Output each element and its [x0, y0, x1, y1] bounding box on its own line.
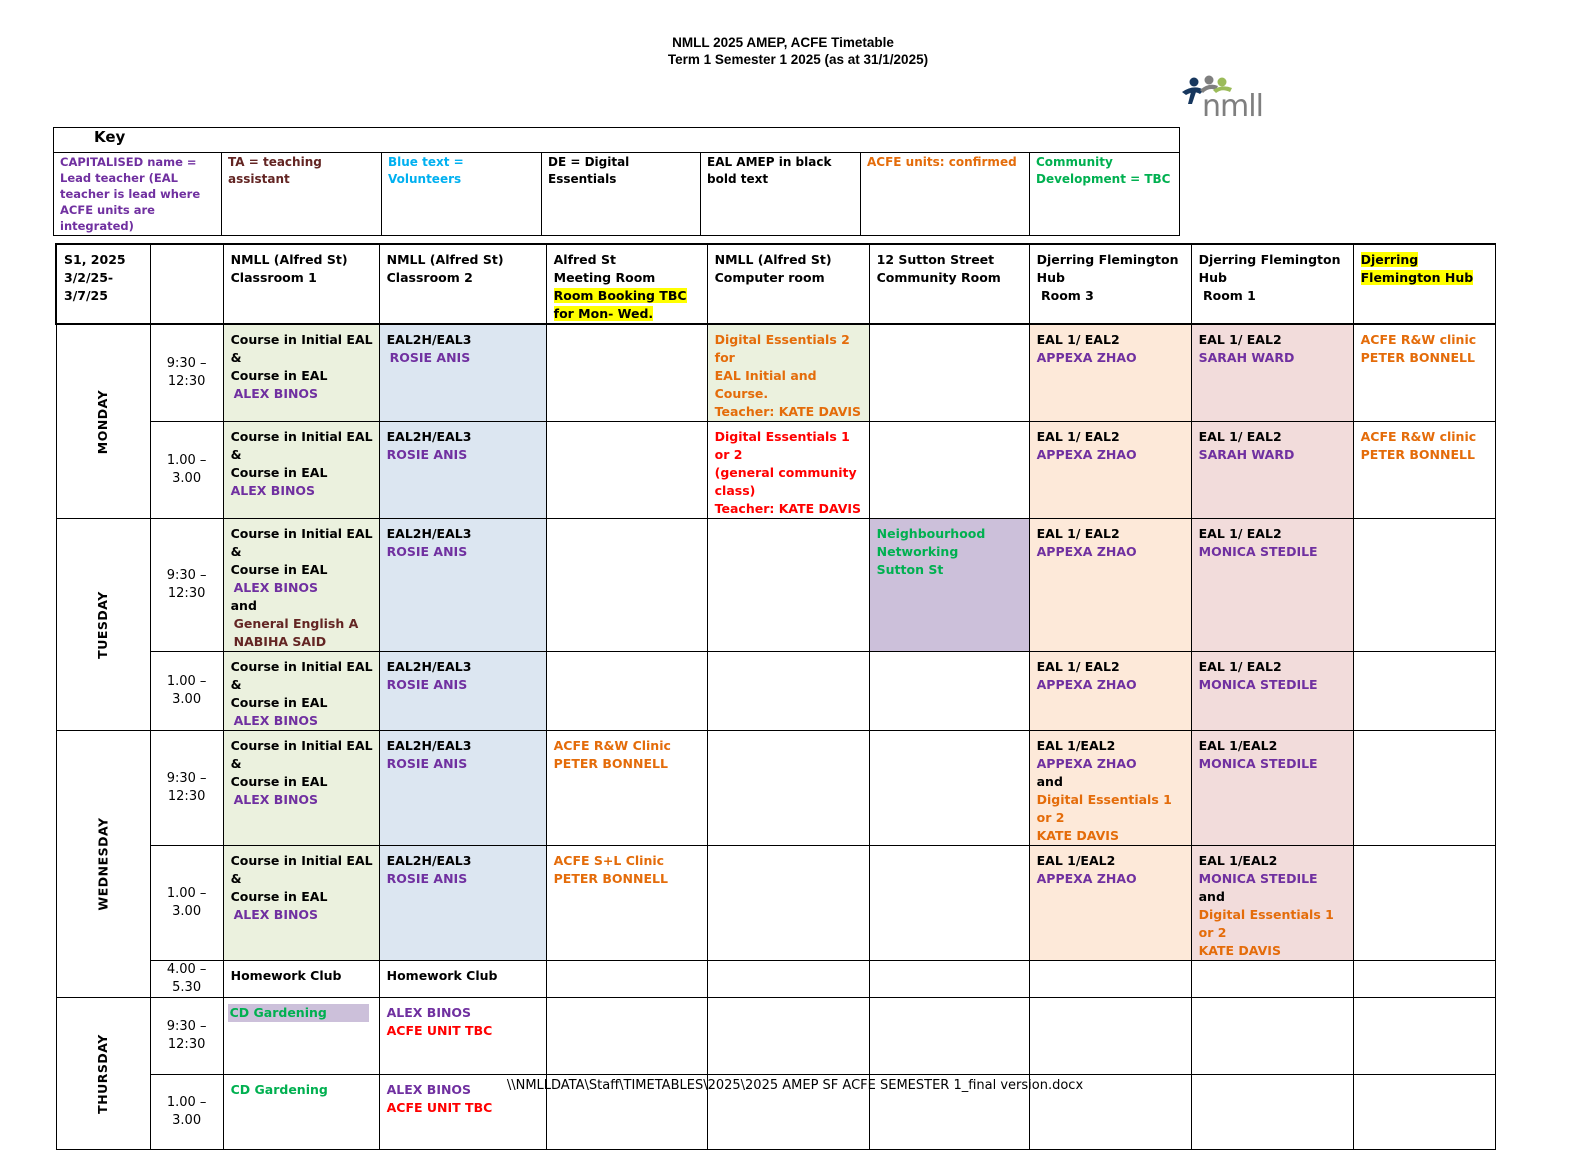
schedule-cell: EAL2H/EAL3 ROSIE ANIS: [379, 652, 546, 731]
time-slot: 1.00 – 3.00: [150, 846, 223, 961]
room-header-meeting-room: Alfred St Meeting Room Room Booking TBC for Mon- Wed.: [546, 244, 707, 324]
schedule-cell: [869, 846, 1029, 961]
key-eal-amep: EAL AMEP in black bold text: [701, 153, 861, 236]
room-header-classroom-1: NMLL (Alfred St) Classroom 1: [223, 244, 379, 324]
room-header-sutton-st: 12 Sutton Street Community Room: [869, 244, 1029, 324]
schedule-cell: ALEX BINOS ACFE UNIT TBC: [379, 998, 546, 1075]
schedule-cell: EAL 1/ EAL2 SARAH WARD: [1191, 324, 1353, 422]
schedule-cell: EAL 1/ EAL2 APPEXA ZHAO: [1029, 652, 1191, 731]
schedule-cell: Digital Essentials 2 for EAL Initial and Course. Teacher: KATE DAVIS: [707, 324, 869, 422]
day-label-wednesday: WEDNESDAY: [56, 731, 150, 998]
time-slot: 1.00 – 3.00: [150, 1075, 223, 1150]
wednesday-pm-row: [56, 846, 1495, 961]
schedule-cell: [707, 998, 869, 1075]
schedule-cell: EAL2H/EAL3 ROSIE ANIS: [379, 422, 546, 519]
key-table: [53, 127, 1180, 236]
title-line-2: Term 1 Semester 1 2025 (as at 31/1/2025): [667, 52, 929, 67]
schedule-cell: EAL 1/ EAL2 APPEXA ZHAO: [1029, 519, 1191, 652]
schedule-cell: [1353, 846, 1495, 961]
header-row: [56, 244, 1495, 324]
key-community-development: Community Development = TBC: [1030, 153, 1180, 236]
schedule-cell: ACFE R&W Clinic PETER BONNELL: [546, 731, 707, 846]
schedule-cell: [546, 961, 707, 998]
schedule-cell: Homework Club: [223, 961, 379, 998]
schedule-cell: [869, 961, 1029, 998]
schedule-cell: [869, 422, 1029, 519]
schedule-cell: ALEX BINOS ACFE UNIT TBC: [379, 1075, 546, 1150]
thursday-am-row: [56, 998, 1495, 1075]
room-booking-note: Room Booking TBC for Mon- Wed.: [553, 288, 687, 321]
schedule-cell: [707, 652, 869, 731]
time-slot: 1.00 – 3.00: [150, 652, 223, 731]
schedule-cell: [707, 519, 869, 652]
day-label-thursday: THURSDAY: [56, 998, 150, 1150]
time-slot: 9:30 – 12:30: [150, 324, 223, 422]
schedule-cell: EAL 1/ EAL2 MONICA STEDILE: [1191, 519, 1353, 652]
key-digital-essentials: DE = Digital Essentials: [542, 153, 701, 236]
schedule-cell: [1029, 998, 1191, 1075]
schedule-cell: [869, 324, 1029, 422]
schedule-cell: CD Gardening: [223, 1075, 379, 1150]
schedule-cell: EAL 1/EAL2 APPEXA ZHAO: [1029, 846, 1191, 961]
schedule-cell: [546, 652, 707, 731]
time-slot: 9:30 – 12:30: [150, 731, 223, 846]
schedule-cell: [1191, 998, 1353, 1075]
schedule-cell: [869, 731, 1029, 846]
schedule-cell: [869, 652, 1029, 731]
schedule-cell: [1353, 652, 1495, 731]
room-header-computer-room: NMLL (Alfred St) Computer room: [707, 244, 869, 324]
file-path-footer: \\NMLLDATA\Staff\TIMETABLES\2025\2025 AMEP SF ACFE SEMESTER 1_final version.docx: [506, 1078, 1084, 1093]
room-header-djerring-hub: Djerring Flemington Hub: [1353, 244, 1495, 324]
schedule-cell: [546, 519, 707, 652]
day-label-tuesday: TUESDAY: [56, 519, 150, 731]
term-dates-cell: S1, 2025 3/2/25- 3/7/25: [56, 244, 150, 324]
key-heading: Key: [54, 128, 1180, 153]
room-header-djerring-room-3: Djerring Flemington Hub Room 3: [1029, 244, 1191, 324]
schedule-cell: [546, 324, 707, 422]
schedule-cell: EAL 1/ EAL2 MONICA STEDILE: [1191, 652, 1353, 731]
schedule-cell: EAL2H/EAL3 ROSIE ANIS: [379, 846, 546, 961]
logo-text: nmll: [1202, 89, 1263, 120]
schedule-cell: EAL2H/EAL3 ROSIE ANIS: [379, 519, 546, 652]
schedule-cell: [1353, 961, 1495, 998]
schedule-cell: Homework Club: [379, 961, 546, 998]
nmll-logo: [1180, 74, 1290, 120]
room-header-djerring-room-1: Djerring Flemington Hub Room 1: [1191, 244, 1353, 324]
schedule-cell: ACFE S+L Clinic PETER BONNELL: [546, 846, 707, 961]
schedule-cell: [707, 731, 869, 846]
wednesday-late-row: [56, 961, 1495, 998]
schedule-cell: EAL2H/EAL3 ROSIE ANIS: [379, 731, 546, 846]
schedule-cell: Digital Essentials 1 or 2 (general community class) Teacher: KATE DAVIS: [707, 422, 869, 519]
key-lead-teacher: CAPITALISED name = Lead teacher (EAL teacher is lead where ACFE units are integrated): [54, 153, 222, 236]
schedule-cell: EAL 1/ EAL2 APPEXA ZHAO: [1029, 422, 1191, 519]
schedule-cell: EAL 1/EAL2 MONICA STEDILE and Digital Essentials 1 or 2 KATE DAVIS: [1191, 846, 1353, 961]
document-title: [0, 34, 1580, 68]
schedule-cell: Neighbourhood Networking Sutton St: [869, 519, 1029, 652]
schedule-cell: ACFE R&W clinic PETER BONNELL: [1353, 324, 1495, 422]
schedule-cell: [1353, 731, 1495, 846]
schedule-cell: ACFE R&W clinic PETER BONNELL: [1353, 422, 1495, 519]
schedule-cell: Course in Initial EAL & Course in EAL ALEX BINOS: [223, 731, 379, 846]
schedule-cell: [1353, 998, 1495, 1075]
timetable: [55, 243, 1496, 1150]
key-teaching-assistant: TA = teaching assistant: [222, 153, 382, 236]
schedule-cell: [1029, 961, 1191, 998]
schedule-cell: [869, 998, 1029, 1075]
time-slot: 4.00 – 5.30: [150, 961, 223, 998]
schedule-cell: [1353, 519, 1495, 652]
schedule-cell: [707, 846, 869, 961]
schedule-cell: EAL 1/EAL2 APPEXA ZHAO and Digital Essentials 1 or 2 KATE DAVIS: [1029, 731, 1191, 846]
key-volunteers: Blue text = Volunteers: [382, 153, 542, 236]
schedule-cell: Course in Initial EAL & Course in EAL ALEX BINOS: [223, 422, 379, 519]
time-header-cell: [150, 244, 223, 324]
title-line-1: NMLL 2025 AMEP, ACFE Timetable: [672, 35, 894, 50]
schedule-cell: [546, 422, 707, 519]
schedule-cell: Course in Initial EAL & Course in EAL ALEX BINOS: [223, 846, 379, 961]
room-header-classroom-2: NMLL (Alfred St) Classroom 2: [379, 244, 546, 324]
schedule-cell: Course in Initial EAL & Course in EAL ALEX BINOS: [223, 324, 379, 422]
day-label-monday: MONDAY: [56, 324, 150, 519]
schedule-cell: CD Gardening: [223, 998, 379, 1075]
monday-am-row: [56, 324, 1495, 422]
wednesday-am-row: [56, 731, 1495, 846]
schedule-cell: EAL 1/EAL2 MONICA STEDILE: [1191, 731, 1353, 846]
key-acfe-units: ACFE units: confirmed: [861, 153, 1030, 236]
time-slot: 9:30 – 12:30: [150, 998, 223, 1075]
schedule-cell: EAL 1/ EAL2 SARAH WARD: [1191, 422, 1353, 519]
schedule-cell: Course in Initial EAL & Course in EAL ALEX BINOS and General English A NABIHA SAID: [223, 519, 379, 652]
schedule-cell: Course in Initial EAL & Course in EAL ALEX BINOS: [223, 652, 379, 731]
time-slot: 9:30 – 12:30: [150, 519, 223, 652]
schedule-cell: EAL2H/EAL3 ROSIE ANIS: [379, 324, 546, 422]
schedule-cell: [546, 998, 707, 1075]
schedule-cell: EAL 1/ EAL2 APPEXA ZHAO: [1029, 324, 1191, 422]
tuesday-pm-row: [56, 652, 1495, 731]
tuesday-am-row: [56, 519, 1495, 652]
schedule-cell: [707, 961, 869, 998]
time-slot: 1.00 – 3.00: [150, 422, 223, 519]
monday-pm-row: [56, 422, 1495, 519]
schedule-cell: [1191, 961, 1353, 998]
